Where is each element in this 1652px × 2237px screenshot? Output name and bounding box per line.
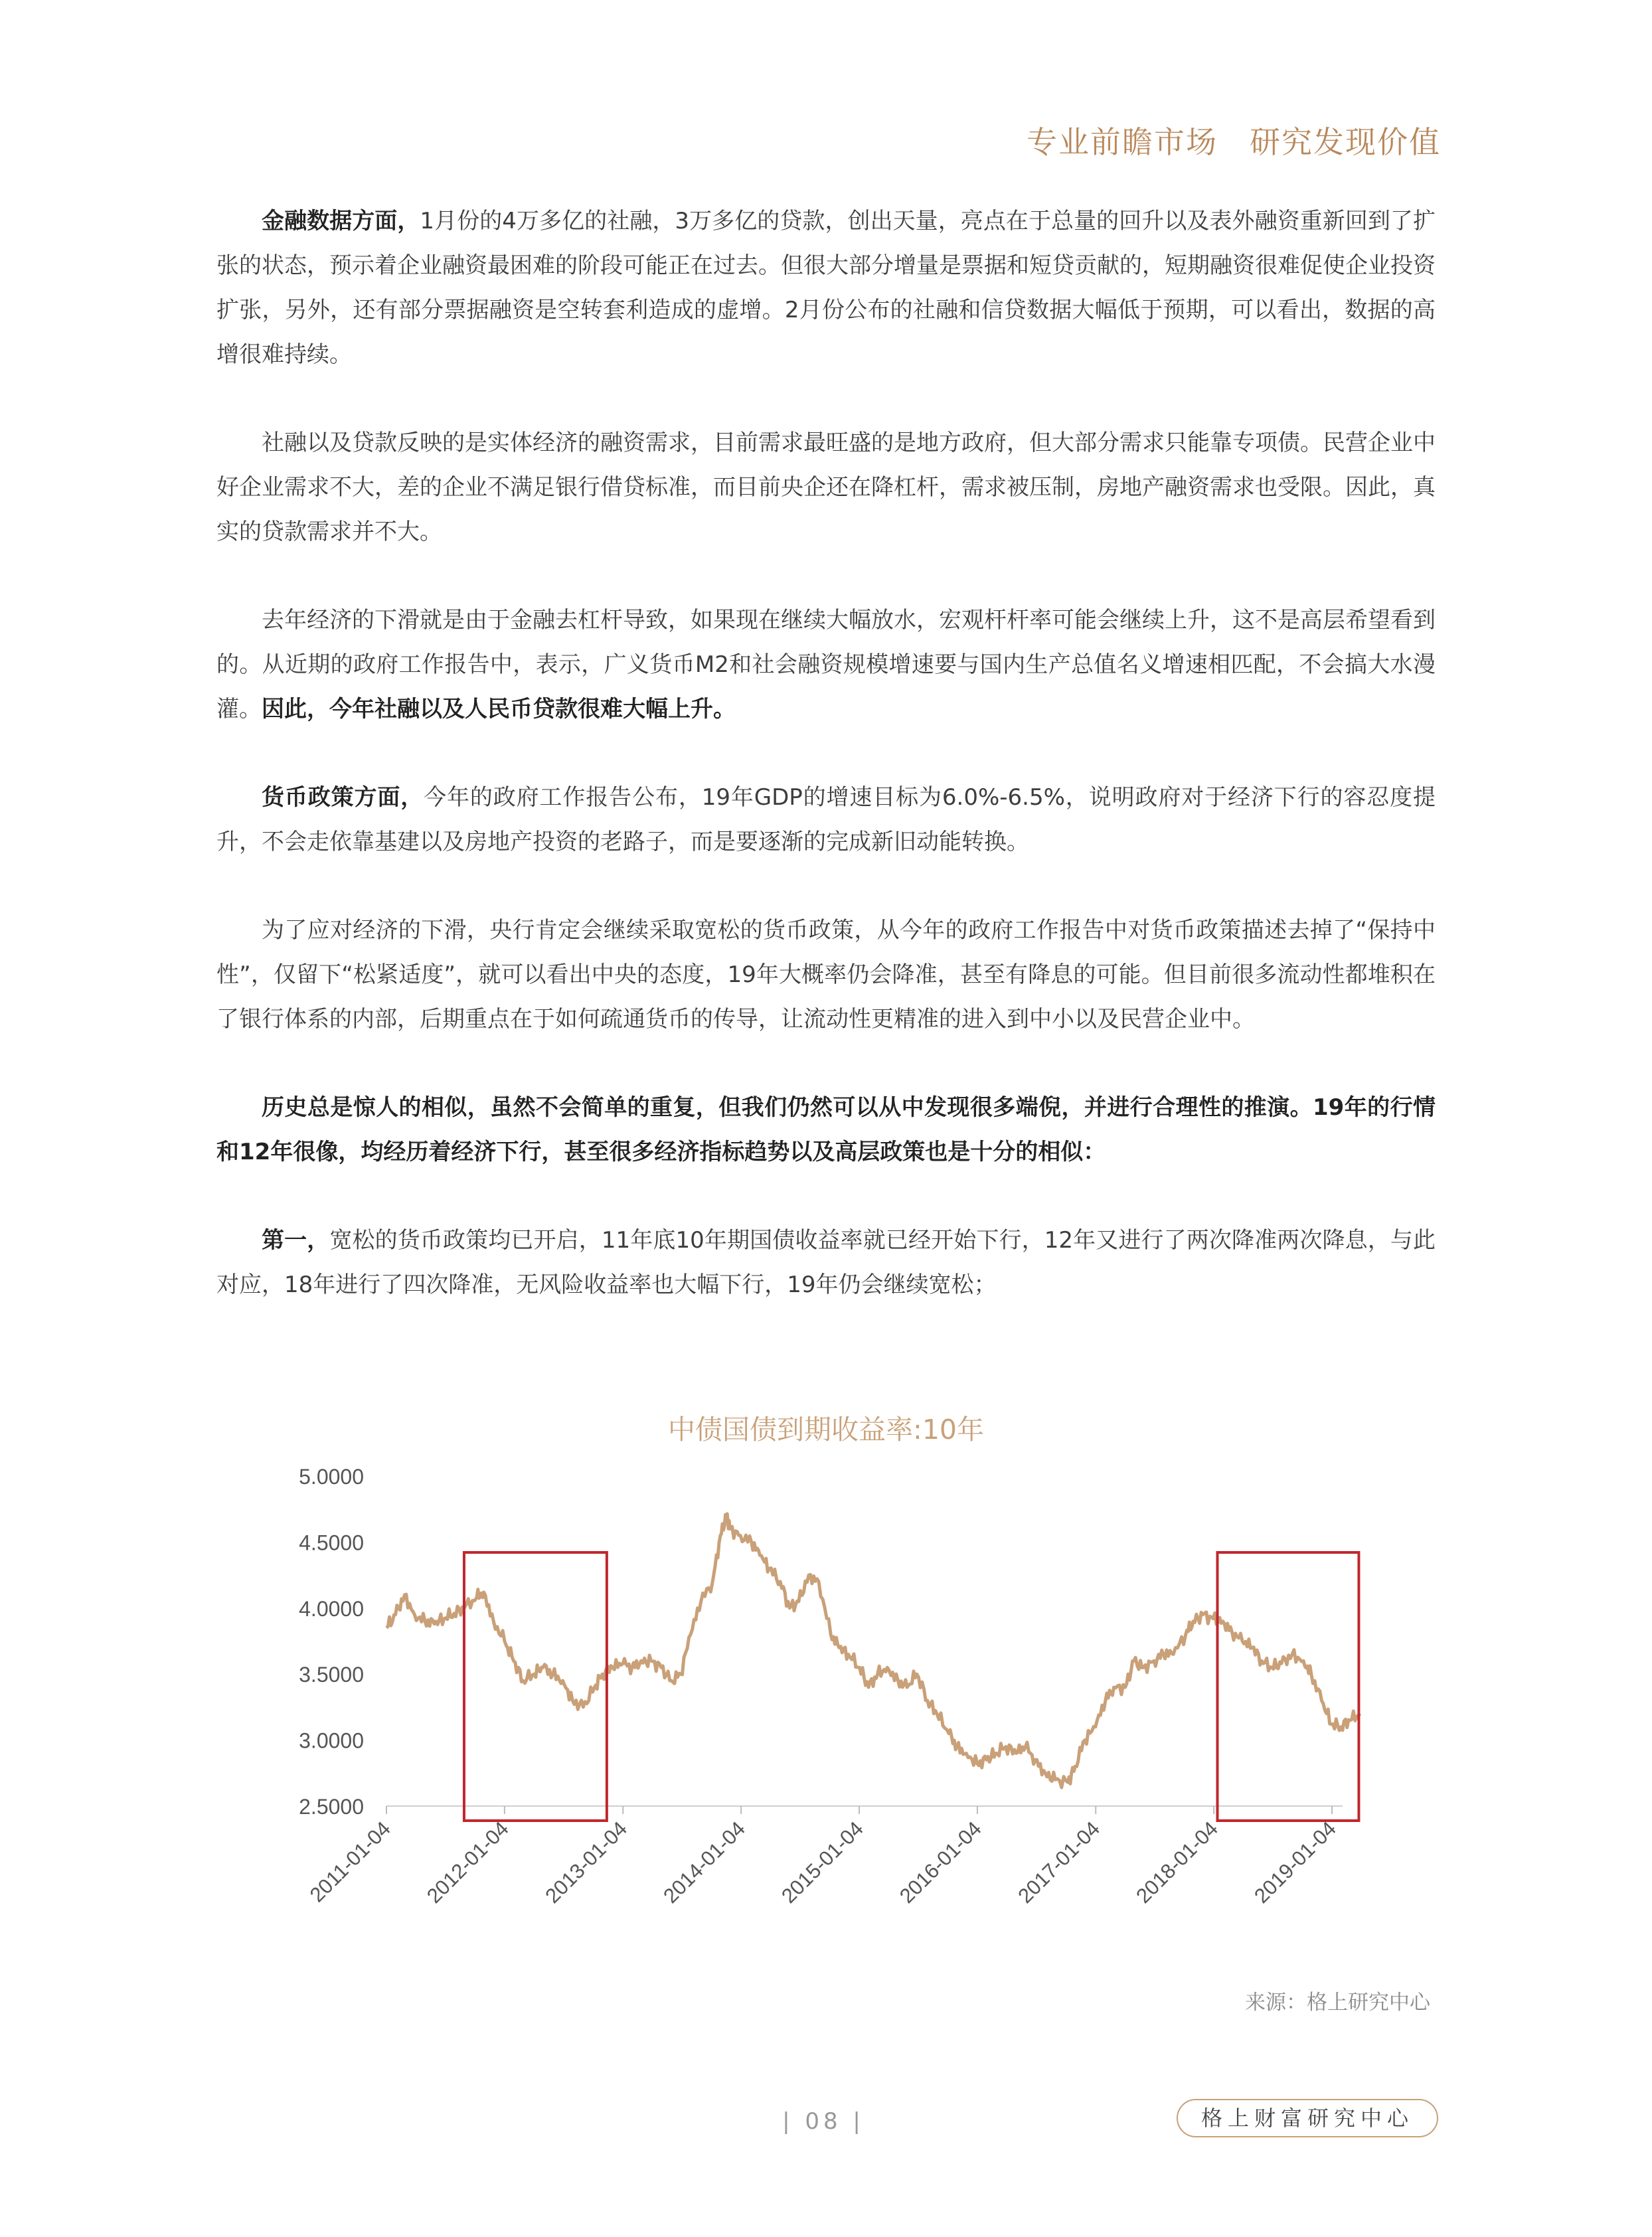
x-tick-label: 2016-01-04 [894,1817,986,1908]
paragraph-text: 去年经济的下滑就是由于金融去杠杆导致，如果现在继续大幅放水，宏观杆杆率可能会继续上升，这不是高层希望看到的。从近期的政府工作报告中，表示，广义货币M2和社会融资规模增速要与国内生产总值名义增速相匹配，不会搞大水漫灌。 [216,607,1436,722]
y-tick-label: 4.5000 [299,1531,364,1555]
org-badge: 格上财富研究中心 [1177,2099,1438,2137]
paragraph-text: 社融以及贷款反映的是实体经济的融资需求，目前需求最旺盛的是地方政府，但大部分需求只能靠专项债。民营企业中好企业需求不大，差的企业不满足银行借贷标准，而目前央企还在降杠杆，需求被压制，房地产融资需求也受限。因此，真实的贷款需求并不大。 [216,430,1436,545]
x-tick-label: 2017-01-04 [1013,1817,1105,1908]
paragraph-lead: 第一， [262,1227,330,1254]
y-tick-label: 4.0000 [299,1596,364,1621]
x-tick-label: 2011-01-04 [305,1817,395,1907]
paragraph-text: 今年的政府工作报告公布，19年GDP的增速目标为6.0%-6.5%，说明政府对于经济下行的容忍度提升，不会走依靠基建以及房地产投资的老路子，而是要逐渐的完成新旧动能转换。 [216,784,1436,855]
x-tick-label: 2014-01-04 [659,1817,750,1908]
highlight-box [1217,1552,1359,1821]
chart-title: 中债国债到期收益率:10年 [668,1414,984,1446]
x-tick-label: 2015-01-04 [777,1817,868,1908]
header-tagline: 专业前瞻市场 研究发现价值 [1027,124,1441,160]
x-tick-label: 2019-01-04 [1250,1817,1341,1908]
paragraph-lead: 金融数据方面， [262,208,420,234]
y-tick-label: 5.0000 [299,1465,364,1489]
source-note: 来源：格上研究中心 [1245,1991,1430,2015]
x-tick-label: 2012-01-04 [422,1817,513,1908]
x-tick-label: 2018-01-04 [1131,1817,1223,1908]
y-tick-label: 3.5000 [299,1663,364,1687]
y-tick-label: 3.0000 [299,1728,364,1753]
paragraph-text: 历史总是惊人的相似，虽然不会简单的重复，但我们仍然可以从中发现很多端倪，并进行合理性的推演。19年的行情和12年很像，均经历着经济下行，甚至很多经济指标趋势以及高层政策也是十分的相似： [216,1094,1436,1165]
paragraph-tail: 因此，今年社融以及人民币贷款很难大幅上升。 [262,696,736,722]
paragraph-text: 为了应对经济的下滑，央行肯定会继续采取宽松的货币政策，从今年的政府工作报告中对货币政策描述去掉了“保持中性”，仅留下“松紧适度”，就可以看出中央的态度，19年大概率仍会降准，甚至有降息的可能。但目前很多流动性都堆积在了银行体系的内部，后期重点在于如何疏通货币的传导，让流动性更精准的进入到中小以及民营企业中。 [216,917,1436,1033]
paragraph-text: 1月份的4万多亿的社融，3万多亿的贷款，创出天量，亮点在于总量的回升以及表外融资重新回到了扩张的状态，预示着企业融资最困难的阶段可能正在过去。但很大部分增量是票据和短贷贡献的，短期融资很难促使企业投资扩张，另外，还有部分票据融资是空转套利造成的虚增。2月份公布的社融和信贷数据大幅低于预期，可以看出，数据的高增很难持续。 [216,208,1436,368]
paragraph-lead: 货币政策方面， [262,784,424,811]
paragraph-text: 宽松的货币政策均已开启，11年底10年期国债收益率就已经开始下行，12年又进行了两次降准两次降息，与此对应，18年进行了四次降准，无风险收益率也大幅下行，19年仍会继续宽松； [216,1227,1436,1298]
yield-line [386,1514,1360,1787]
page-number: | 08 | [782,2108,865,2135]
x-tick-label: 2013-01-04 [540,1817,632,1908]
y-tick-label: 2.5000 [299,1795,364,1819]
